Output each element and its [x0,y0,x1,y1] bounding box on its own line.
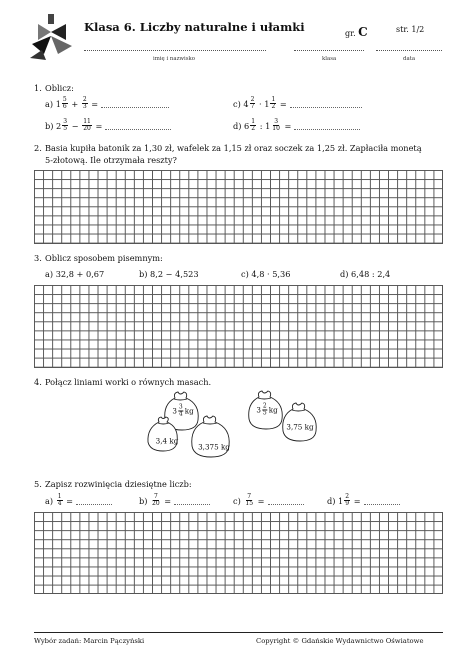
worksheet-title: Klasa 6. Liczby naturalne i ułamki [84,20,305,34]
answer-line[interactable] [364,497,400,505]
task5-d: d) 1 $\frac{2}{9}$ = [327,494,400,507]
task5-a: a) $\frac{1}{4}$ = [45,494,112,507]
name-field-line[interactable] [84,50,266,51]
footer-copyright: Copyright © Gdańskie Wydawnictwo Oświatowe [256,637,424,645]
bag-2-label: 3,4 kg [155,436,179,446]
answer-line[interactable] [294,122,360,130]
task3-a: a) 32,8 + 0,67 [45,269,105,279]
task3-c: c) 4,8 · 5,36 [241,269,291,279]
task1-c: c) 4 $\frac{2}{7}$ · 1 $\frac{1}{2}$ = [233,97,362,110]
answer-line[interactable] [174,497,210,505]
page-number: str. 1/2 [396,25,425,34]
bag-3-label: 3,375 kg [198,442,230,452]
task3-d: d) 6,48 : 2,4 [340,269,391,279]
task2-heading: 2. Basia kupiła batonik za 1,30 zł, wafelek za 1,15 zł oraz soczek za 1,25 zł. Zapłaciła monetą [34,143,422,153]
task5-c: c) $\frac{7}{15}$ = [233,494,304,507]
task2-line2: 5-złotową. Ile otrzymała reszty? [45,155,177,165]
answer-line[interactable] [101,100,169,108]
answer-line[interactable] [268,497,304,505]
task2-answer-grid[interactable] [34,170,443,244]
task3-heading: 3. Oblicz sposobem pisemnym: [34,253,163,263]
answer-line[interactable] [105,122,171,130]
class-field-caption: klasa [322,56,337,62]
task1-heading: 1. Oblicz: [34,83,74,93]
date-field-caption: data [403,56,416,62]
task1-b: b) 2 $\frac{3}{5}$ − $\frac{11}{20}$ = [45,119,171,132]
task5-heading: 5. Zapisz rozwinięcia dziesiętne liczb: [34,479,192,489]
task3-answer-grid[interactable] [34,285,443,368]
bag-1-label: 3 $\frac{3}{4}$ kg [172,403,194,418]
footer-divider [34,632,443,633]
footer-author: Wybór zadań: Marcin Pączyński [34,637,145,645]
answer-line[interactable] [76,497,112,505]
task1-d: d) 6 $\frac{1}{2}$ : 1 $\frac{3}{10}$ = [233,119,360,132]
bag-4-label: 3 $\frac{2}{5}$ kg [256,402,278,417]
bag-5-label: 3,75 kg [286,422,314,432]
task3-b: b) 8,2 − 4,523 [139,269,199,279]
date-field-line[interactable] [376,50,442,51]
task5-answer-grid[interactable] [34,512,443,594]
class-field-line[interactable] [294,50,364,51]
group-label: gr. C [345,25,368,39]
task1-a: a) 1 $\frac{5}{6}$ + $\frac{2}{3}$ = [45,97,169,110]
publisher-logo [28,14,74,62]
name-field-caption: imię i nazwisko [153,56,196,62]
task4-heading: 4. Połącz liniami worki o równych masach. [34,377,212,387]
answer-line[interactable] [290,100,362,108]
task5-b: b) $\frac{7}{20}$ = [139,494,210,507]
group-letter: C [358,25,368,39]
